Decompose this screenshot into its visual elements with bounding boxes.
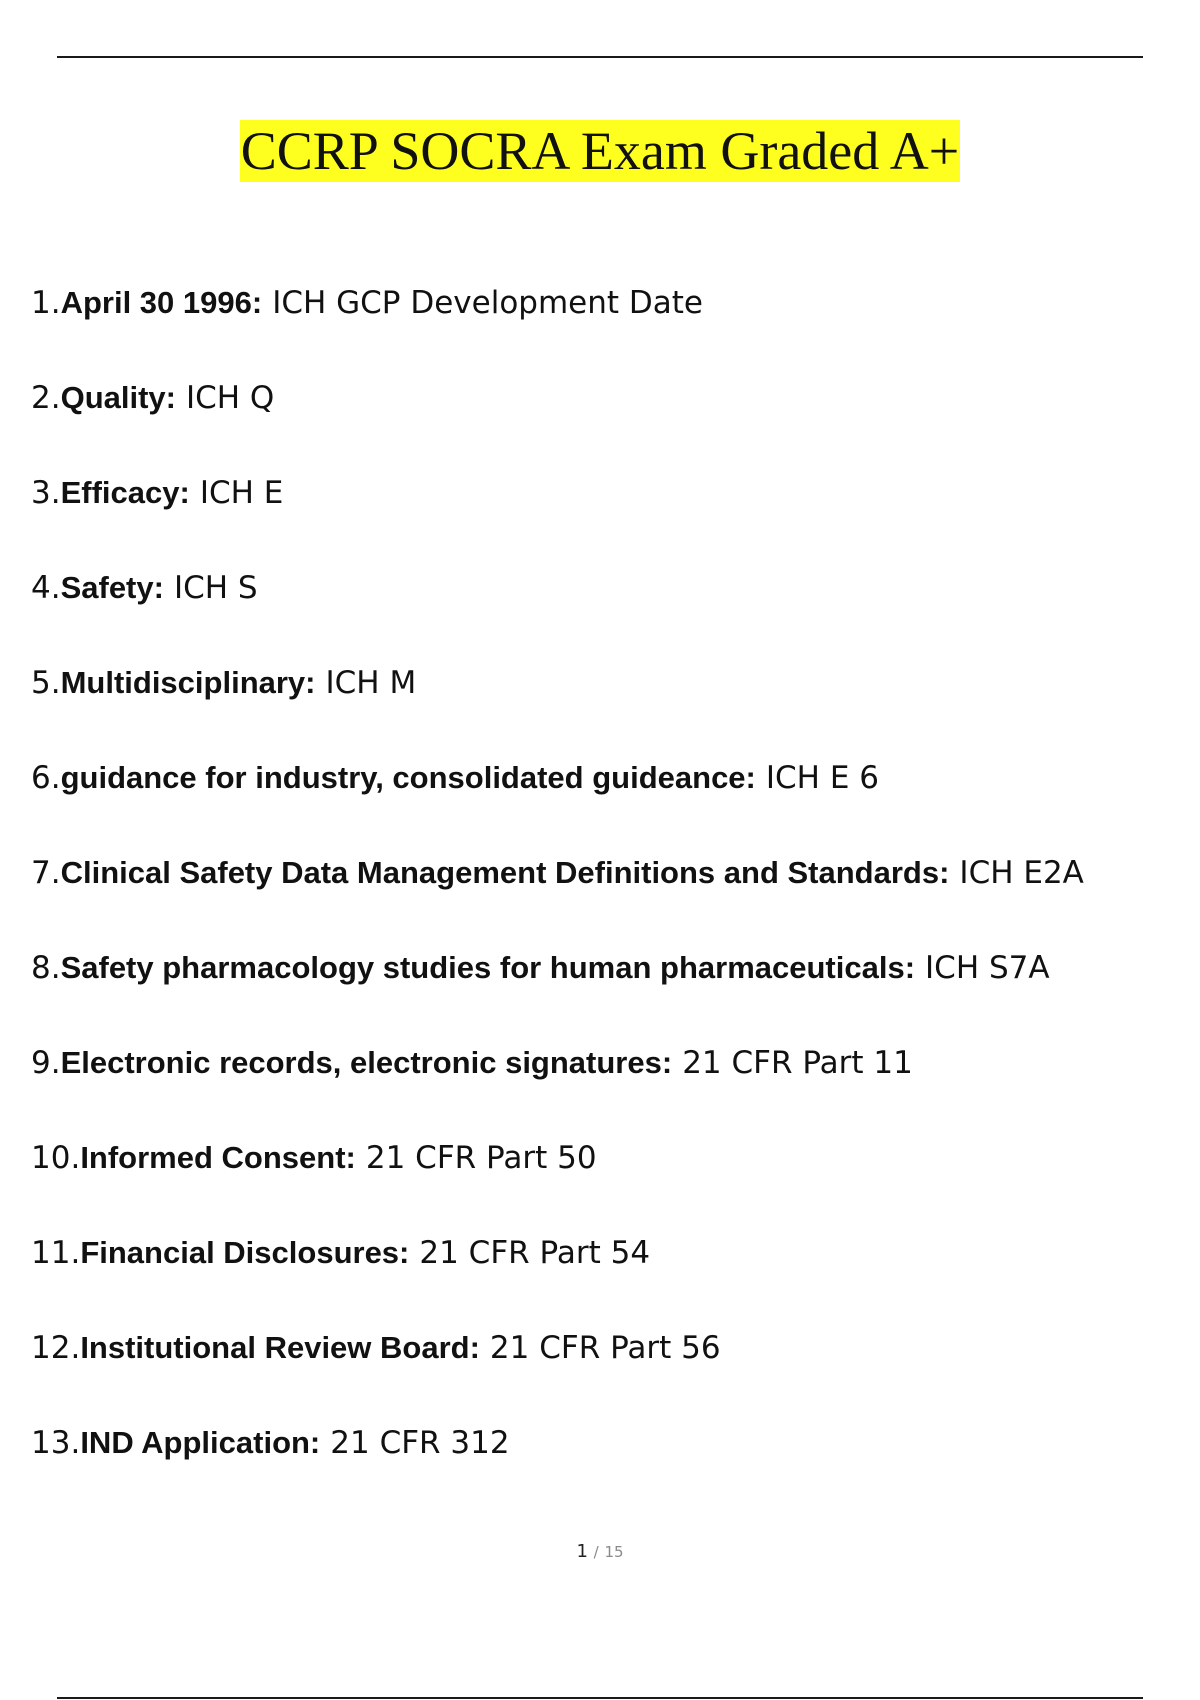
item-number: 5. xyxy=(31,665,61,701)
item-term: IND Application: xyxy=(80,1425,321,1460)
document-header xyxy=(0,120,1200,182)
document-title: CCRP SOCRA Exam Graded A+ xyxy=(240,121,960,181)
item-number: 2. xyxy=(31,380,61,416)
current-page: 1 xyxy=(576,1541,588,1562)
item-term: Multidisciplinary: xyxy=(60,665,316,700)
item-definition: ICH E 6 xyxy=(765,760,879,796)
list-item xyxy=(31,657,1181,752)
list-item xyxy=(31,1417,1181,1512)
item-number: 4. xyxy=(31,570,61,606)
item-term: Quality: xyxy=(60,380,176,415)
item-definition: ICH S xyxy=(173,570,258,606)
list-item xyxy=(31,1037,1181,1132)
top-divider xyxy=(57,56,1143,58)
total-pages: 15 xyxy=(604,1543,624,1561)
item-definition: 21 CFR Part 11 xyxy=(682,1045,913,1081)
item-term: Safety pharmacology studies for human pharmaceuticals: xyxy=(60,950,916,985)
item-definition: ICH S7A xyxy=(925,950,1050,986)
list-item xyxy=(31,942,1181,1037)
item-number: 11. xyxy=(31,1235,81,1271)
item-definition: ICH GCP Development Date xyxy=(272,285,703,321)
list-item xyxy=(31,562,1181,657)
item-term: Institutional Review Board: xyxy=(80,1330,480,1365)
list-item xyxy=(31,1132,1181,1227)
list-item xyxy=(31,752,1181,847)
item-term: Safety: xyxy=(60,570,164,605)
item-number: 7. xyxy=(31,855,61,891)
item-term: April 30 1996: xyxy=(60,285,263,320)
item-number: 1. xyxy=(31,285,61,321)
list-item xyxy=(31,372,1181,467)
item-definition: 21 CFR Part 50 xyxy=(365,1140,597,1176)
item-number: 6. xyxy=(31,760,61,796)
list-item xyxy=(31,467,1181,562)
bottom-divider xyxy=(57,1697,1143,1699)
item-definition: 21 CFR Part 54 xyxy=(419,1235,651,1271)
item-number: 9. xyxy=(31,1045,61,1081)
page-separator: / xyxy=(593,1543,599,1561)
item-term: Electronic records, electronic signatures: xyxy=(60,1045,673,1080)
item-definition: ICH M xyxy=(325,665,417,701)
item-term: Efficacy: xyxy=(60,475,190,510)
item-number: 8. xyxy=(31,950,61,986)
item-number: 13. xyxy=(31,1425,81,1461)
item-term: Clinical Safety Data Management Definitions and Standards: xyxy=(60,855,950,890)
item-term: Financial Disclosures: xyxy=(80,1235,410,1270)
list-item xyxy=(31,1227,1181,1322)
item-term: Informed Consent: xyxy=(80,1140,356,1175)
list-item xyxy=(31,277,1181,372)
item-definition: ICH E xyxy=(199,475,284,511)
item-number: 12. xyxy=(31,1330,81,1366)
item-definition: 21 CFR 312 xyxy=(330,1425,510,1461)
page-counter xyxy=(0,1541,1200,1562)
item-number: 10. xyxy=(31,1140,81,1176)
list-item xyxy=(31,847,1181,942)
item-definition: ICH Q xyxy=(185,380,275,416)
item-term: guidance for industry, consolidated guideance: xyxy=(60,760,756,795)
item-number: 3. xyxy=(31,475,61,511)
question-list xyxy=(31,277,1181,1512)
item-definition: ICH E2A xyxy=(959,855,1084,891)
list-item xyxy=(31,1322,1181,1417)
item-definition: 21 CFR Part 56 xyxy=(489,1330,721,1366)
